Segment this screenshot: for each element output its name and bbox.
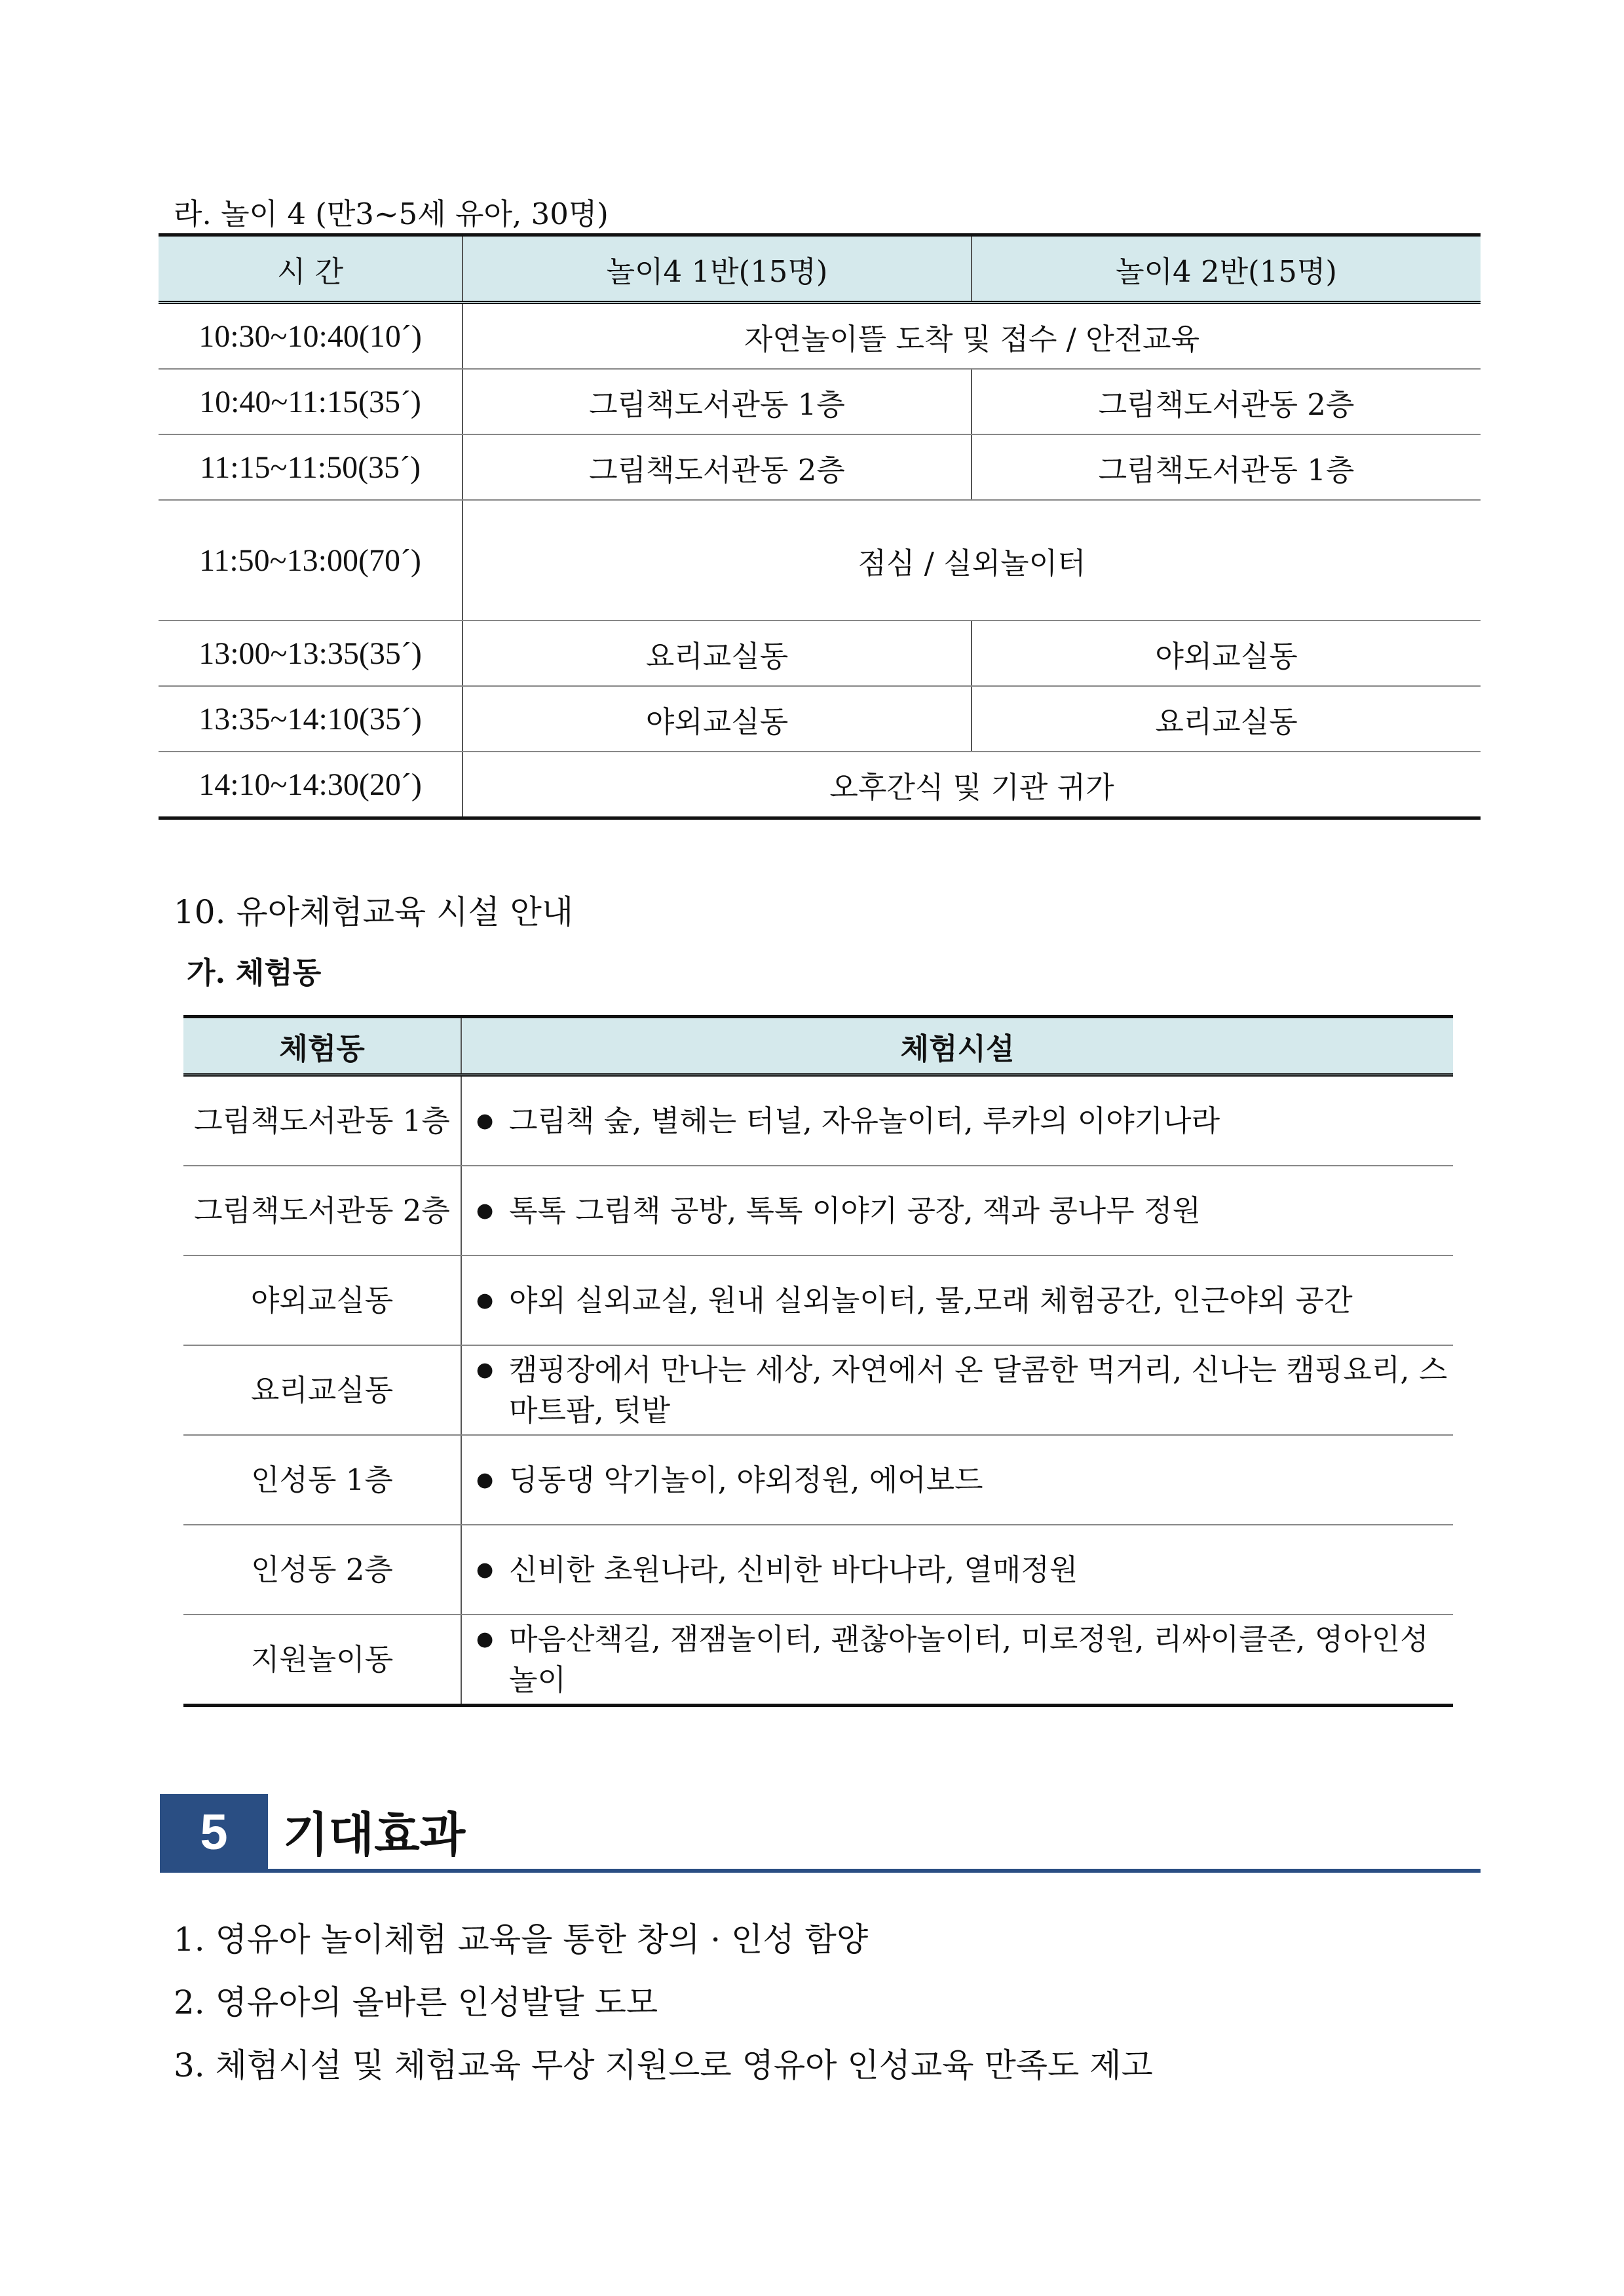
schedule-class2: 그림책도서관동 1층 xyxy=(972,434,1481,500)
schedule-time: 11:15~11:50(35´) xyxy=(159,434,463,500)
facility-description-text: 딩동댕 악기놀이, 야외정원, 에어보드 xyxy=(509,1462,983,1497)
schedule-header-time: 시 간 xyxy=(159,235,463,303)
facility-description xyxy=(461,1255,1453,1345)
facility-row xyxy=(183,1525,1453,1615)
facility-description xyxy=(461,1615,1453,1706)
effect-item-1: 1. 영유아 놀이체험 교육을 통한 창의 · 인성 함양 xyxy=(174,1921,869,1959)
schedule-merged: 점심 / 실외놀이터 xyxy=(463,500,1481,621)
schedule-header-row xyxy=(159,235,1481,303)
bullet-icon: ● xyxy=(476,1358,494,1381)
schedule-row xyxy=(159,686,1481,752)
facility-building-name: 인성동 1층 xyxy=(183,1435,461,1525)
facility-building-name: 야외교실동 xyxy=(183,1255,461,1345)
facility-building-name: 요리교실동 xyxy=(183,1345,461,1435)
facility-section-title: 10. 유아체험교육 시설 안내 xyxy=(174,893,574,931)
schedule-row xyxy=(159,303,1481,370)
schedule-time: 13:35~14:10(35´) xyxy=(159,686,463,752)
facility-description-text: 톡톡 그림책 공방, 톡톡 이야기 공장, 잭과 콩나무 정원 xyxy=(509,1193,1201,1228)
facility-header-row xyxy=(183,1017,1453,1075)
facility-building-name: 인성동 2층 xyxy=(183,1525,461,1615)
facility-row xyxy=(183,1345,1453,1435)
facility-table xyxy=(183,1015,1453,1707)
schedule-header-class2: 놀이4 2반(15명) xyxy=(972,235,1481,303)
bullet-icon: ● xyxy=(476,1627,494,1651)
schedule-time: 13:00~13:35(35´) xyxy=(159,621,463,686)
facility-description xyxy=(461,1525,1453,1615)
facility-description-text: 그림책 숲, 별헤는 터널, 자유놀이터, 루카의 이야기나라 xyxy=(509,1103,1220,1138)
facility-description-text: 야외 실외교실, 원내 실외놀이터, 물,모래 체험공간, 인근야외 공간 xyxy=(509,1282,1353,1318)
facility-subtitle: 가. 체험동 xyxy=(187,955,322,990)
facility-building-name: 그림책도서관동 1층 xyxy=(183,1075,461,1166)
schedule-time: 10:40~11:15(35´) xyxy=(159,369,463,434)
facility-description xyxy=(461,1166,1453,1255)
facility-description-text: 캠핑장에서 만나는 세상, 자연에서 온 달콤한 먹거리, 신나는 캠핑요리, 스마트팜, 텃밭 xyxy=(509,1352,1448,1428)
schedule-merged: 자연놀이뜰 도착 및 접수 / 안전교육 xyxy=(463,303,1481,370)
bullet-icon: ● xyxy=(476,1558,494,1581)
schedule-class1: 야외교실동 xyxy=(463,686,972,752)
facility-description-text: 마음산책길, 잼잼놀이터, 괜찮아놀이터, 미로정원, 리싸이클존, 영아인성놀이 xyxy=(509,1621,1429,1697)
schedule-row xyxy=(159,369,1481,434)
effect-item-3: 3. 체험시설 및 체험교육 무상 지원으로 영유아 인성교육 만족도 제고 xyxy=(174,2046,1153,2084)
facility-description-text: 신비한 초원나라, 신비한 바다나라, 열매정원 xyxy=(509,1552,1078,1587)
schedule-class2: 요리교실동 xyxy=(972,686,1481,752)
section-number-badge: 5 xyxy=(160,1794,268,1871)
facility-row xyxy=(183,1435,1453,1525)
schedule-title: 라. 놀이 4 (만3~5세 유아, 30명) xyxy=(174,197,609,231)
section-divider xyxy=(160,1869,1481,1873)
schedule-header-class1: 놀이4 1반(15명) xyxy=(463,235,972,303)
schedule-class2: 그림책도서관동 2층 xyxy=(972,369,1481,434)
bullet-icon: ● xyxy=(476,1198,494,1222)
schedule-class1: 그림책도서관동 1층 xyxy=(463,369,972,434)
bullet-icon: ● xyxy=(476,1288,494,1312)
schedule-time: 10:30~10:40(10´) xyxy=(159,303,463,370)
schedule-class2: 야외교실동 xyxy=(972,621,1481,686)
schedule-row xyxy=(159,752,1481,818)
schedule-time: 11:50~13:00(70´) xyxy=(159,500,463,621)
facility-description xyxy=(461,1435,1453,1525)
facility-row xyxy=(183,1615,1453,1706)
facility-header-facilities: 체험시설 xyxy=(461,1017,1453,1075)
facility-header-building: 체험동 xyxy=(183,1017,461,1075)
schedule-merged: 오후간식 및 기관 귀가 xyxy=(463,752,1481,818)
facility-row xyxy=(183,1166,1453,1255)
schedule-row xyxy=(159,434,1481,500)
facility-description xyxy=(461,1345,1453,1435)
facility-description xyxy=(461,1075,1453,1166)
schedule-class1: 그림책도서관동 2층 xyxy=(463,434,972,500)
section-title: 기대효과 xyxy=(283,1807,466,1862)
facility-row xyxy=(183,1075,1453,1166)
schedule-table xyxy=(159,233,1481,820)
schedule-time: 14:10~14:30(20´) xyxy=(159,752,463,818)
bullet-icon: ● xyxy=(476,1468,494,1491)
schedule-row xyxy=(159,621,1481,686)
facility-row xyxy=(183,1255,1453,1345)
facility-building-name: 그림책도서관동 2층 xyxy=(183,1166,461,1255)
bullet-icon: ● xyxy=(476,1109,494,1132)
schedule-row xyxy=(159,500,1481,621)
effect-item-2: 2. 영유아의 올바른 인성발달 도모 xyxy=(174,1983,658,2021)
schedule-class1: 요리교실동 xyxy=(463,621,972,686)
facility-building-name: 지원놀이동 xyxy=(183,1615,461,1706)
